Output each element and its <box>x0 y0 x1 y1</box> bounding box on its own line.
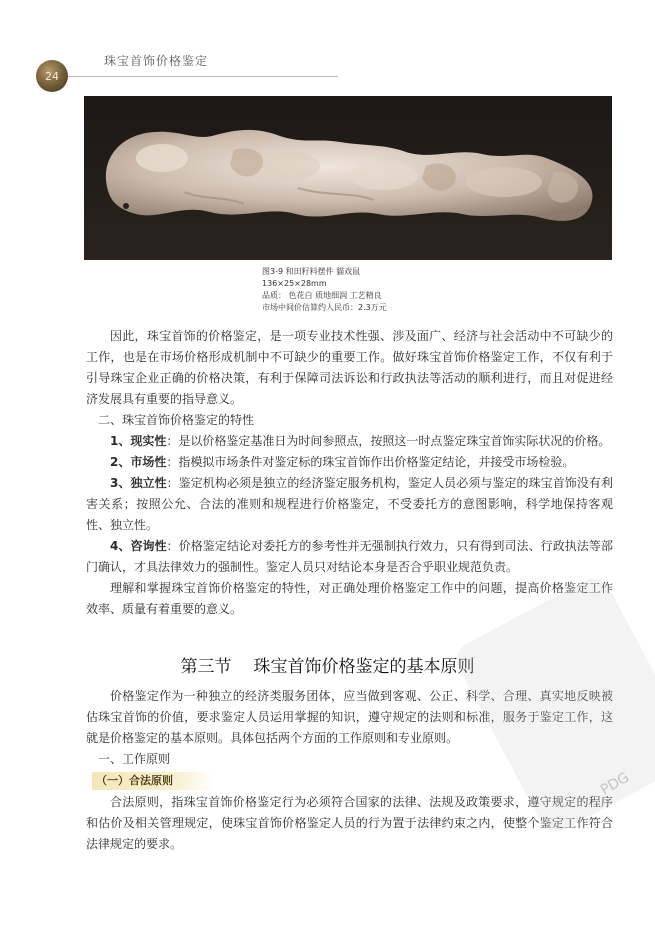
legal-principle-paragraph: 合法原则，指珠宝首饰价格鉴定行为必须符合国家的法律、法规及政策要求，遵守规定的程序和估价及相关管理规定，使珠宝首饰价格鉴定人员的行为置于法律约束之内，使整个鉴定工作符合法律规定的要求。 <box>86 795 613 851</box>
characteristics-heading: 二、珠宝首饰价格鉴定的特性 <box>98 413 255 427</box>
caption-line: 136×25×28mm <box>262 279 327 288</box>
feature-term: 4、咨询性 <box>110 539 167 553</box>
feature-item <box>86 473 613 536</box>
feature-item <box>86 431 613 452</box>
feature-item <box>86 536 613 578</box>
header-rule <box>68 76 338 77</box>
feature-term: 2、市场性 <box>110 455 167 469</box>
intro-paragraph: 因此，珠宝首饰的价格鉴定，是一项专业技术性强、涉及面广、经济与社会活动中不可缺少的工作，也是在市场价格形成机制中不可缺少的重要工作。做好珠宝首饰价格鉴定工作，不仅有利于引导珠宝企业正确的价格决策，有利于保障司法诉讼和行政执法等活动的顺利进行，而且对促进经济发展具有重要的指导意义。 <box>86 329 613 406</box>
figure-caption <box>262 266 522 314</box>
feature-item <box>86 452 613 473</box>
feature-term: 3、独立性 <box>110 476 167 490</box>
jade-carving-photo <box>84 96 612 260</box>
feature-text: ：是以价格鉴定基准日为时间参照点，按照这一时点鉴定珠宝首饰实际状况的价格。 <box>166 434 611 448</box>
section-number: 第三节 <box>180 657 232 677</box>
feature-term: 1、现实性 <box>110 434 167 448</box>
caption-line: 品质： 色花白 质地细润 工艺精良 <box>262 291 382 300</box>
work-principles-heading: 一、工作原则 <box>98 752 171 766</box>
page-number-badge <box>36 60 68 92</box>
page-header <box>0 0 655 100</box>
page-number: 24 <box>45 69 59 83</box>
feature-text: ：鉴定机构必须是独立的经济鉴定服务机构，鉴定人员必须与鉴定的珠宝首饰没有利害关系；按照公允、合法的准则和规程进行价格鉴定，不受委托方的意图影响，科学地保持客观性、独立性。 <box>86 476 613 532</box>
caption-line: 市场中间价估算约人民币：2.3万元 <box>262 303 387 312</box>
principles-intro-paragraph: 价格鉴定作为一种独立的经济类服务团体，应当做到客观、公正、科学、合理、真实地反映被估珠宝首饰的价值，要求鉴定人员运用掌握的知识，遵守规定的法则和标准，服务于鉴定工作，这就是价格鉴定的基本原则。具体包括两个方面的工作原则和专业原则。 <box>86 689 613 745</box>
feature-text: ：指模拟市场条件对鉴定标的珠宝首饰作出价格鉴定结论，并接受市场检验。 <box>166 455 575 469</box>
watermark-text: PDG <box>598 769 633 799</box>
jade-carving-image <box>84 96 612 260</box>
running-title: 珠宝首饰价格鉴定 <box>104 54 209 68</box>
feature-text: ：价格鉴定结论对委托方的参考性并无强制执行效力，只有得到司法、行政执法等部门确认，才具法律效力的强制性。鉴定人员只对结论本身是否合乎职业规范负责。 <box>86 539 613 574</box>
closing-paragraph: 理解和掌握珠宝首饰价格鉴定的特性，对正确处理价格鉴定工作中的问题，提高价格鉴定工作效率、质量有着重要的意义。 <box>86 581 613 616</box>
section-title-text: 珠宝首饰价格鉴定的基本原则 <box>253 657 475 677</box>
legal-principle-subheading: （一）合法原则 <box>92 772 213 790</box>
caption-line: 图3-9 和田籽料摆件 貓戏鼠 <box>262 267 361 276</box>
section-two-body <box>86 326 613 620</box>
